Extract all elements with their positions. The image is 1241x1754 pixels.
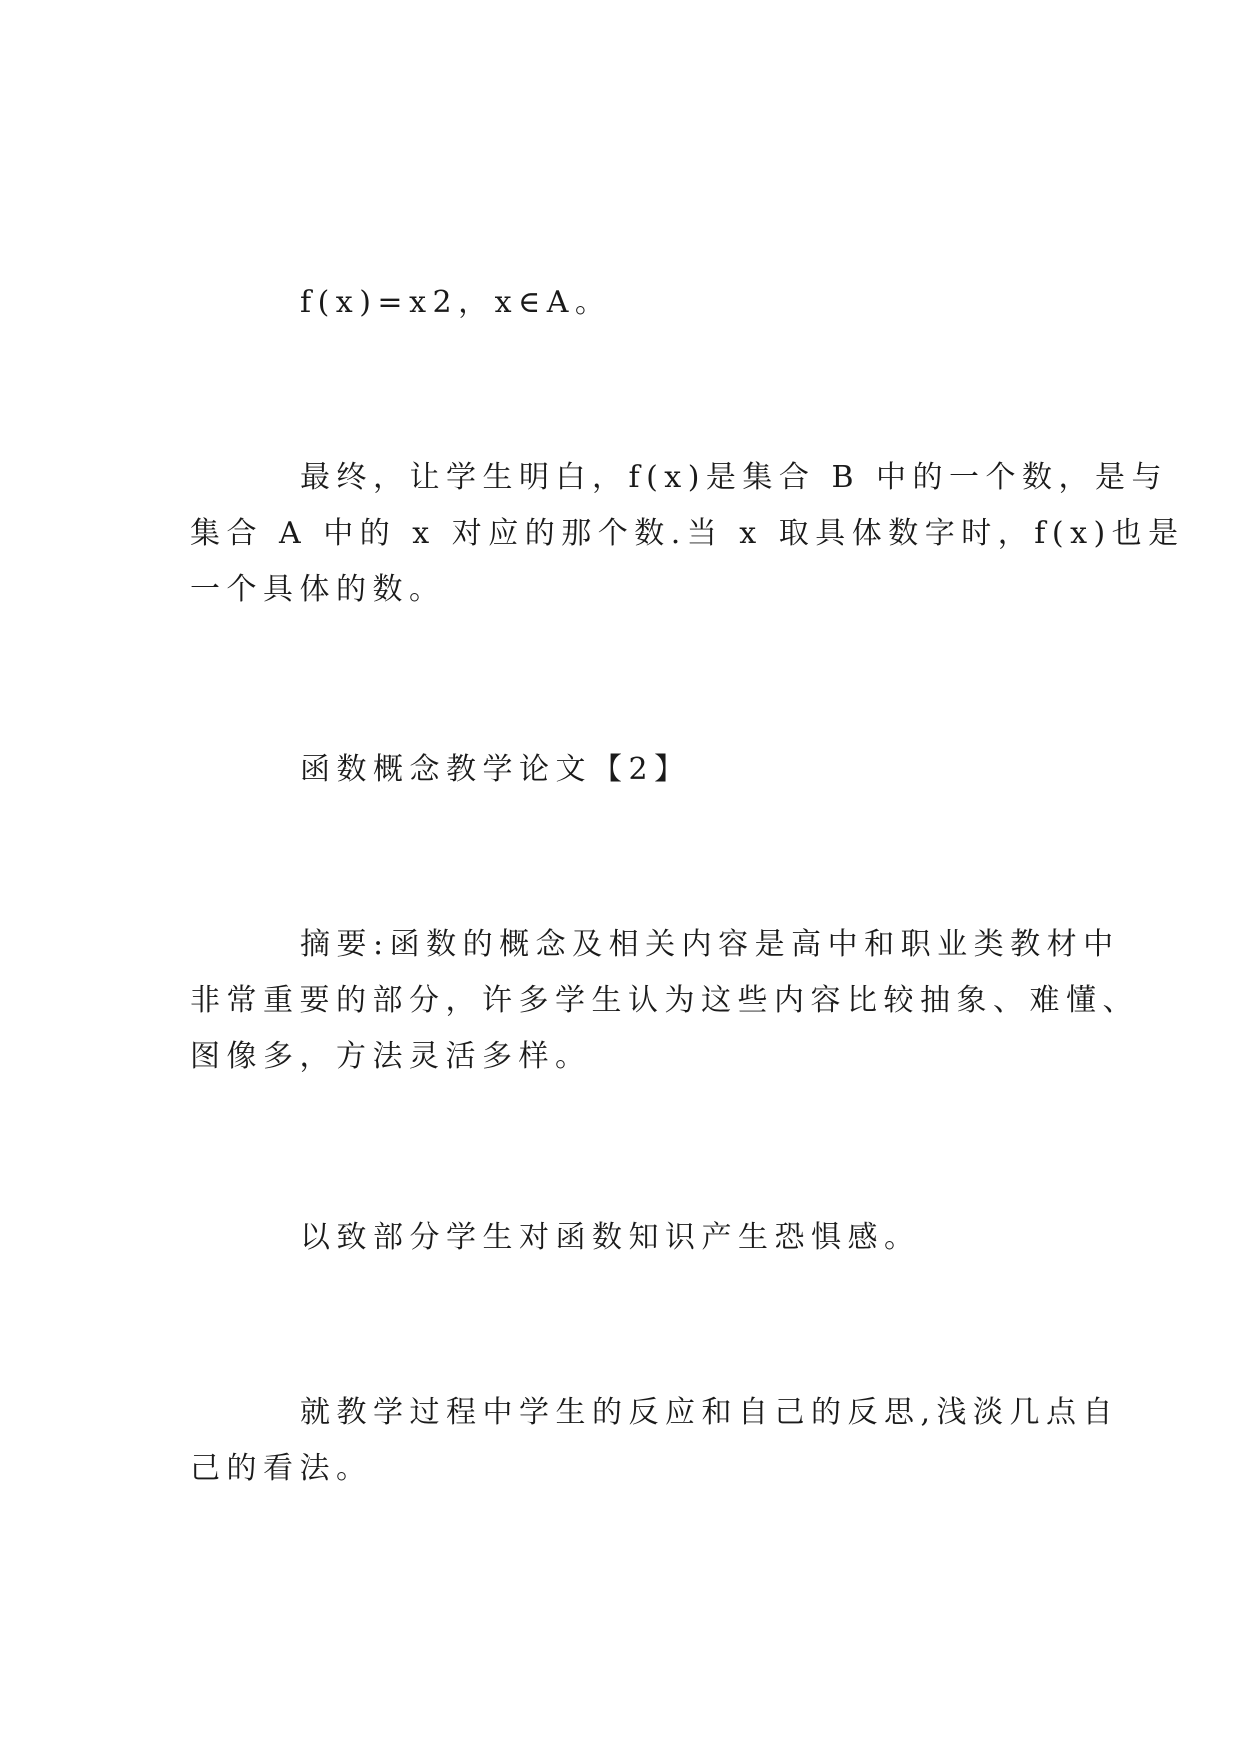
paragraph-line: 就教学过程中学生的反应和自己的反思,浅淡几点自 [300,1395,1120,1430]
paragraph-line: 集合 A 中的 x 对应的那个数.当 x 取具体数字时，f(x)也是 [190,516,1185,551]
paragraph-line: f(x)=x2，x∈A。 [300,285,612,320]
paragraph-line: 摘要:函数的概念及相关内容是高中和职业类教材中 [300,927,1120,962]
paragraph-line: 一个具体的数。 [190,572,446,607]
section-heading [190,742,1070,798]
formula-paragraph [190,275,1070,331]
paragraph-line: 以致部分学生对函数知识产生恐惧感。 [300,1220,921,1255]
paragraph-line: 非常重要的部分，许多学生认为这些内容比较抽象、难懂、 [190,983,1139,1018]
body-paragraph [190,1385,1120,1497]
paragraph-line: 己的看法。 [190,1451,373,1486]
paragraph-line: 图像多，方法灵活多样。 [190,1039,592,1074]
paragraph-line: 最终，让学生明白，f(x)是集合 B 中的一个数，是与 [300,460,1169,495]
conclusion-paragraph [190,450,1185,618]
body-paragraph [190,1210,1070,1266]
heading-line: 函数概念教学论文【2】 [300,752,691,787]
abstract-paragraph [190,917,1139,1085]
